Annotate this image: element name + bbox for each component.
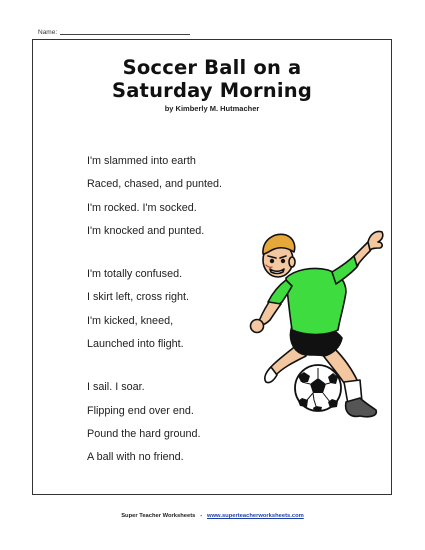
footer — [0, 513, 425, 519]
name-field[interactable] — [38, 29, 190, 36]
poem-title-line-2: Saturday Morning — [111, 79, 313, 102]
name-blank-line[interactable] — [60, 34, 190, 35]
poem-line: I skirt left, cross right. — [87, 291, 189, 304]
poem-line: I'm slammed into earth — [87, 155, 196, 167]
footer-separator: - — [200, 513, 203, 519]
soccer-ball-icon — [295, 365, 341, 411]
poem-title-line-1: Soccer Ball on a — [122, 56, 302, 79]
poem-line: I sail. I soar. — [87, 381, 145, 394]
poem-line: Raced, chased, and punted. — [87, 178, 223, 191]
name-label: Name: — [38, 29, 58, 36]
poem-line: A ball with no friend. — [87, 451, 184, 464]
soccer-player-kicking-ball-icon — [236, 226, 386, 446]
poem-line: Launched into flight. — [87, 338, 184, 351]
footer-brand: Super Teacher Worksheets — [121, 513, 196, 519]
poem-line: Flipping end over end. — [87, 404, 194, 417]
footer-website-link[interactable]: www.superteacherworksheets.com — [207, 513, 304, 519]
poem-line: I'm totally confused. — [87, 268, 183, 281]
poem-line: I'm kicked, kneed, — [87, 314, 174, 327]
poem-line: I'm rocked. I'm socked. — [87, 201, 197, 214]
poem-line: Pound the hard ground. — [87, 427, 201, 440]
poem-line: I'm knocked and punted. — [87, 224, 205, 237]
poem-byline: by Kimberly M. Hutmacher — [164, 104, 260, 113]
